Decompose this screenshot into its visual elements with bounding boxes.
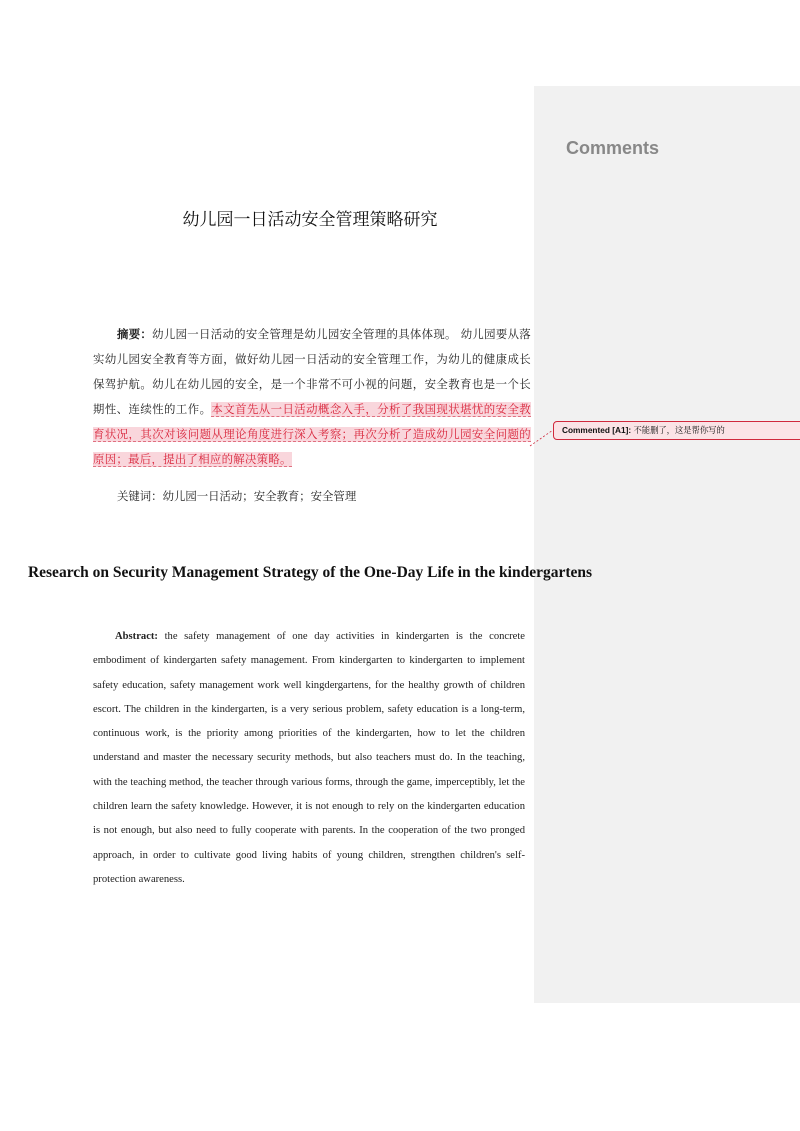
comment-balloon[interactable] [553, 421, 800, 440]
chinese-abstract[interactable] [93, 322, 531, 472]
comment-author: Commented [A1]: [562, 425, 632, 435]
english-abstract[interactable] [93, 625, 525, 892]
english-title: Research on Security Management Strategy of the One-Day Life in the kindergartens [27, 564, 593, 581]
chinese-keywords: 关键词：幼儿园一日活动；安全教育；安全管理 [117, 489, 357, 503]
chinese-abstract-text: 幼儿园一日活动的安全管理是幼儿园安全管理的具体体现。 幼儿园要从落实幼儿园安全教育等方面，做好幼儿园一日活动的安全管理工作，为幼儿的健康成长保驾护航。幼儿在幼儿园的安全，是一个非常不可小视的问题，安全教育也是一个长期性、连续性的工作。 [93, 327, 531, 416]
commented-text-highlight[interactable]: 本文首先从一日活动概念入手，分析了我国现状堪忧的安全教育状况，其次对该问题从理论角度进行深入考察；再次分析了造成幼儿园安全问题的原因；最后，提出了相应的解决策略。 [93, 402, 531, 466]
english-abstract-text: the safety management of one day activities in kindergarten is the concrete embodiment of kindergarten safety management. From kindergarten to kindergarten to implement safety education, safety management work well kingdergartens, for the healthy growth of children escort. The children in the kindergarten, is a very serious problem, safety education is a long-term, continuous work, is the priority among priorities of the kindergarten, how to let the children understand and master the necessary security methods, but also teachers must do. In the teaching, with the teaching method, the teacher through various forms, through the game, imperceptibly, let the children learn the safety knowledge. However, it is not enough to rely on the kindergarten education is not enough, but also need to fully cooperate with parents. In the cooperation of the two pronged approach, in order to cultivate good living habits of young children, strengthen children's self-protection awareness. [93, 631, 525, 885]
chinese-title: 幼儿园一日活动安全管理策略研究 [182, 210, 438, 230]
chinese-abstract-label: 摘要： [117, 327, 153, 341]
comment-text: 不能删了，这是帮你写的 [633, 425, 725, 435]
english-abstract-label: Abstract: [115, 631, 158, 642]
comments-pane-label: Comments [566, 138, 660, 158]
